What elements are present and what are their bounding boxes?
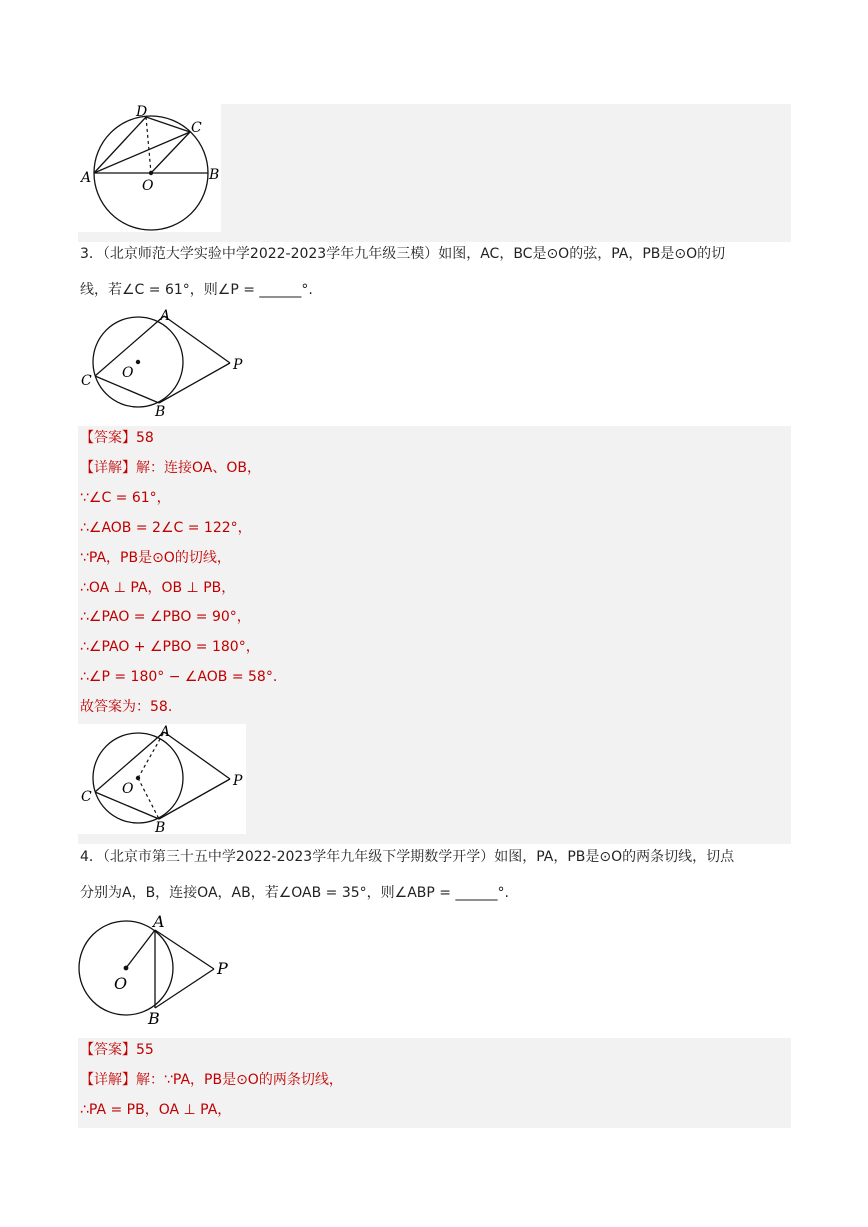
q4-detail: 【详解】解：∵PA，PB是⊙O的两条切线，: [80, 1072, 343, 1088]
q3-step-4: ∴OA ⊥ PA，OB ⊥ PB，: [80, 580, 236, 596]
figure-q4-tangents: [76, 912, 236, 1030]
q3-line-1: 3．（北京师范大学实验中学2022-2023学年九年级三模）如图，AC，BC是⊙O的弦，PA，PB是⊙O的切: [80, 246, 726, 262]
q3-conclusion: 故答案为：58.: [80, 699, 173, 715]
figure-circle-abcd: [78, 104, 221, 232]
q4-line-1: 4．（北京市第三十五中学2022-2023学年九年级下学期数学开学）如图，PA，PB是⊙O的两条切线，切点: [80, 849, 735, 865]
q3-step-6: ∴∠PAO + ∠PBO = 180°，: [80, 639, 260, 655]
label-o: O: [142, 178, 154, 194]
q4-line-2: 分别为A，B，连接OA，AB，若∠OAB = 35°，则∠ABP = ______°.: [80, 885, 509, 901]
label-a: A: [153, 912, 165, 931]
label-a: A: [160, 308, 171, 324]
q3-step-7: ∴∠P = 180° − ∠AOB = 58°.: [80, 669, 278, 685]
label-o: O: [122, 365, 134, 381]
label-o: O: [114, 974, 128, 993]
label-c: C: [191, 120, 202, 136]
label-d: D: [136, 104, 148, 120]
label-b: B: [148, 1009, 160, 1028]
label-a: A: [160, 724, 171, 740]
label-o: O: [122, 781, 134, 797]
q3-step-1: ∵∠C = 61°，: [80, 490, 171, 506]
label-c: C: [81, 373, 92, 389]
figure-q3-solution: [78, 724, 246, 834]
label-c: C: [81, 789, 92, 805]
label-b: B: [155, 820, 166, 834]
label-p: P: [233, 357, 243, 373]
label-b: B: [155, 404, 166, 418]
q3-line-2: 线，若∠C = 61°，则∠P = ______°.: [80, 282, 313, 298]
q3-step-5: ∴∠PAO = ∠PBO = 90°，: [80, 609, 251, 625]
figure-q3-tangents: [78, 306, 248, 418]
label-p: P: [233, 773, 243, 789]
label-b: B: [209, 167, 220, 183]
q4-answer: 【答案】55: [80, 1042, 154, 1058]
q3-step-3: ∵PA，PB是⊙O的切线，: [80, 550, 231, 566]
label-p: P: [217, 959, 228, 978]
label-a: A: [81, 170, 92, 186]
q3-detail: 【详解】解：连接OA、OB，: [80, 460, 261, 476]
q3-answer: 【答案】58: [80, 430, 154, 446]
q3-step-2: ∴∠AOB = 2∠C = 122°，: [80, 520, 252, 536]
q4-step-1: ∴PA = PB，OA ⊥ PA，: [80, 1102, 232, 1118]
